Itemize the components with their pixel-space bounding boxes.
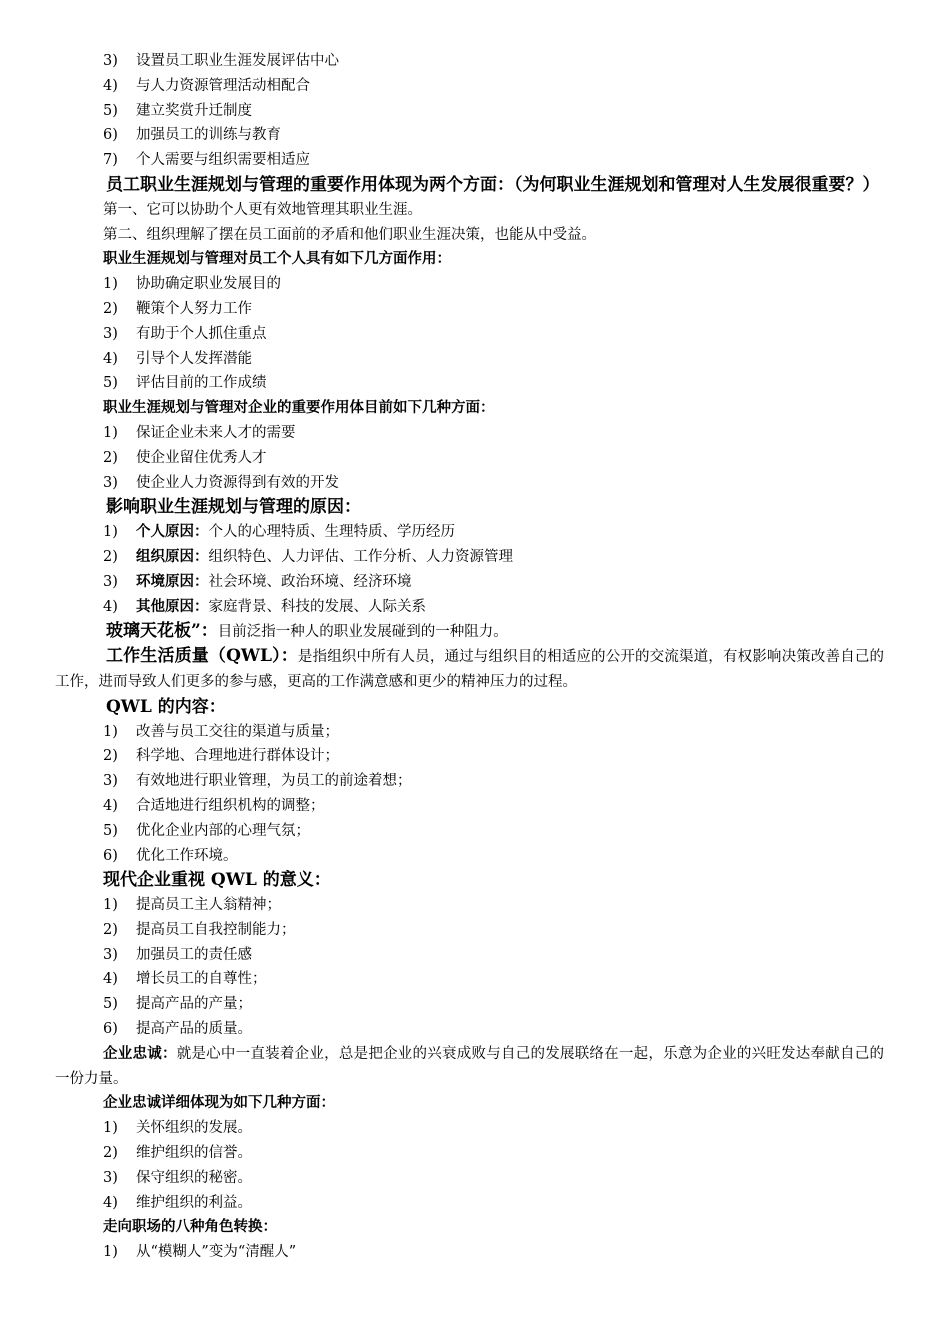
- loyalty-text: 就是心中一直装着企业，总是把企业的兴衰成败与自己的发展联络在一起，乐意为企业的兴旺发达奉献自己的一份力量。: [55, 1045, 884, 1087]
- list-number: 4): [103, 598, 118, 615]
- list-item: [0, 1191, 950, 1216]
- glass-ceiling-text: 目前泛指一种人的职业发展碰到的一种阻力。: [217, 624, 508, 641]
- list-number: 4): [103, 77, 118, 94]
- loyalty-heading: 企业忠诚详细体现为如下几种方面：: [103, 1094, 335, 1112]
- list-number: 4): [103, 350, 118, 367]
- list-text: 建立奖赏升迁制度: [136, 102, 252, 119]
- list-factors: [0, 520, 950, 619]
- list-text: 使企业留住优秀人才: [136, 449, 267, 466]
- list-text: 有效地进行职业管理，为员工的前途着想；: [136, 773, 412, 790]
- factor-label: 其他原因：: [136, 597, 209, 615]
- list-text: 加强员工的责任感: [136, 946, 252, 963]
- factor-text: 家庭背景、科技的发展、人际关系: [208, 598, 426, 615]
- list-item: [0, 322, 950, 347]
- list-number: 1): [103, 276, 118, 293]
- list-number: 1): [103, 524, 118, 541]
- list-item: [0, 819, 950, 844]
- list-item: [0, 74, 950, 99]
- list-number: 5): [103, 822, 118, 839]
- list-text: 加强员工的训练与教育: [136, 127, 281, 144]
- qwl-definition: [0, 644, 950, 695]
- list-number: 4): [103, 797, 118, 814]
- list-text: 评估目前的工作成绩: [136, 375, 267, 392]
- list-number: 2): [103, 449, 118, 466]
- list-number: 4): [103, 971, 118, 988]
- list-number: 2): [103, 748, 118, 765]
- list-item: [0, 123, 950, 148]
- list-number: 1): [103, 897, 118, 914]
- loyalty-term: 企业忠诚：: [103, 1044, 177, 1062]
- list-number: 1): [103, 424, 118, 441]
- list-text: 提高产品的质量。: [136, 1021, 252, 1038]
- list-number: 5): [103, 375, 118, 392]
- list-item: [0, 992, 950, 1017]
- glass-ceiling-definition: [0, 619, 950, 644]
- list-item: [0, 1116, 950, 1141]
- qwl-text: 是指组织中所有人员，通过与组织目的相适应的公开的交流渠道，有权影响决策改善自己的工作，进而导致人们更多的参与感，更高的工作满意感和更少的精神压力的过程。: [55, 649, 884, 690]
- list-text: 个人需要与组织需要相适应: [136, 152, 310, 169]
- list-text: 优化企业内部的心理气氛；: [136, 822, 310, 839]
- list-item: [0, 297, 950, 322]
- list-number: 3): [103, 325, 118, 342]
- list-text: 使企业人力资源得到有效的开发: [136, 474, 339, 491]
- list-number: 3): [103, 1169, 118, 1186]
- list-item: [0, 844, 950, 869]
- list-item: [0, 347, 950, 372]
- list-item: [0, 769, 950, 794]
- document-page: [0, 49, 950, 1265]
- list-number: 3): [103, 946, 118, 963]
- list-number: 5): [103, 102, 118, 119]
- list-item: [0, 1141, 950, 1166]
- list-item: [0, 720, 950, 745]
- list-item: [0, 1240, 950, 1265]
- qwl-content-heading: QWL 的内容：: [106, 696, 226, 717]
- list-item: [0, 570, 950, 595]
- list-qwl-content: [0, 720, 950, 869]
- importance-paragraph-1: 第一、它可以协助个人更有效地管理其职业生涯。: [103, 201, 422, 218]
- list-number: 3): [103, 53, 118, 69]
- list-text: 维护组织的利益。: [136, 1194, 252, 1211]
- list-item: [0, 1166, 950, 1191]
- list-text: 提高产品的产量；: [136, 996, 252, 1013]
- importance-heading: 员工职业生涯规划与管理的重要作用体现为两个方面：（为何职业生涯规划和管理对人生发展很重要？）: [106, 174, 880, 195]
- importance-paragraph-2: 第二、组织理解了摆在员工面前的矛盾和他们职业生涯决策，也能从中受益。: [103, 226, 596, 243]
- list-item: [0, 99, 950, 124]
- list-text: 优化工作环境。: [136, 847, 238, 864]
- list-item: [0, 1017, 950, 1042]
- list-item: [0, 967, 950, 992]
- factor-label: 环境原因：: [136, 572, 209, 590]
- list-number: 6): [103, 847, 118, 864]
- list-item: [0, 446, 950, 471]
- qwl-term: 工作生活质量（QWL）：: [106, 646, 298, 667]
- list-item: [0, 893, 950, 918]
- factor-label: 组织原因：: [136, 547, 209, 565]
- list-text: 设置员工职业生涯发展评估中心: [136, 53, 339, 69]
- list-individual-roles: [0, 272, 950, 396]
- list-text: 保守组织的秘密。: [136, 1169, 252, 1186]
- list-number: 1): [103, 1244, 118, 1261]
- list-number: 3): [103, 773, 118, 790]
- individual-role-heading: 职业生涯规划与管理对员工个人具有如下几方面作用：: [103, 250, 451, 268]
- list-item: [0, 520, 950, 545]
- list-enterprise-roles: [0, 421, 950, 495]
- enterprise-role-heading: 职业生涯规划与管理对企业的重要作用体目前如下几种方面：: [103, 399, 495, 417]
- qwl-meaning-heading: 现代企业重视 QWL 的意义：: [103, 870, 331, 891]
- list-item: [0, 421, 950, 446]
- list-text: 引导个人发挥潜能: [136, 350, 252, 367]
- loyalty-definition: [0, 1042, 950, 1092]
- list-text: 维护组织的信誉。: [136, 1145, 252, 1162]
- list-number: 7): [103, 152, 118, 169]
- list-number: 3): [103, 474, 118, 491]
- list-item: [0, 545, 950, 570]
- list-number: 5): [103, 996, 118, 1013]
- list-text: [136, 520, 455, 545]
- list-number: 6): [103, 127, 118, 144]
- list-number: 2): [103, 1145, 118, 1162]
- list-number: 4): [103, 1194, 118, 1211]
- factor-label: 个人原因：: [136, 523, 209, 541]
- list-item: [0, 272, 950, 297]
- list-number: 1): [103, 723, 118, 740]
- factor-text: 社会环境、政治环境、经济环境: [208, 573, 412, 590]
- list-text: 科学地、合理地进行群体设计；: [136, 748, 339, 765]
- list-item: [0, 943, 950, 968]
- factor-text: 个人的心理特质、生理特质、学历经历: [208, 524, 455, 541]
- list-text: 改善与员工交往的渠道与质量；: [136, 723, 339, 740]
- list-text: 提高员工主人翁精神；: [136, 897, 281, 914]
- factor-text: 组织特色、人力评估、工作分析、人力资源管理: [208, 548, 513, 565]
- list-roles: [0, 1240, 950, 1265]
- list-qwl-meaning: [0, 893, 950, 1042]
- list-career-measures: [0, 49, 950, 173]
- list-number: 2): [103, 921, 118, 938]
- glass-ceiling-term: 玻璃天花板”：: [106, 621, 218, 642]
- list-number: 2): [103, 548, 118, 565]
- list-text: [136, 595, 426, 620]
- list-number: 3): [103, 573, 118, 590]
- list-item: [0, 918, 950, 943]
- list-text: 关怀组织的发展。: [136, 1120, 252, 1137]
- list-item: [0, 148, 950, 173]
- list-text: 从“模糊人”变为“清醒人”: [136, 1244, 297, 1261]
- list-item: [0, 794, 950, 819]
- list-text: 提高员工自我控制能力；: [136, 921, 296, 938]
- list-item: [0, 744, 950, 769]
- factors-heading: 影响职业生涯规划与管理的原因：: [106, 497, 361, 518]
- list-text: 合适地进行组织机构的调整；: [136, 797, 325, 814]
- list-item: [0, 595, 950, 620]
- list-number: 1): [103, 1120, 118, 1137]
- list-text: 鞭策个人努力工作: [136, 300, 252, 317]
- list-number: 2): [103, 300, 118, 317]
- list-text: 与人力资源管理活动相配合: [136, 77, 310, 94]
- list-text: [136, 545, 513, 570]
- list-text: 增长员工的自尊性；: [136, 971, 267, 988]
- list-text: 有助于个人抓住重点: [136, 325, 267, 342]
- list-item: [0, 371, 950, 396]
- list-text: 协助确定职业发展目的: [136, 276, 281, 293]
- list-text: [136, 570, 412, 595]
- list-number: 6): [103, 1021, 118, 1038]
- list-loyalty: [0, 1116, 950, 1215]
- list-item: [0, 471, 950, 496]
- list-item: [0, 49, 950, 74]
- list-text: 保证企业未来人才的需要: [136, 424, 296, 441]
- roles-heading: 走向职场的八种角色转换：: [103, 1218, 277, 1236]
